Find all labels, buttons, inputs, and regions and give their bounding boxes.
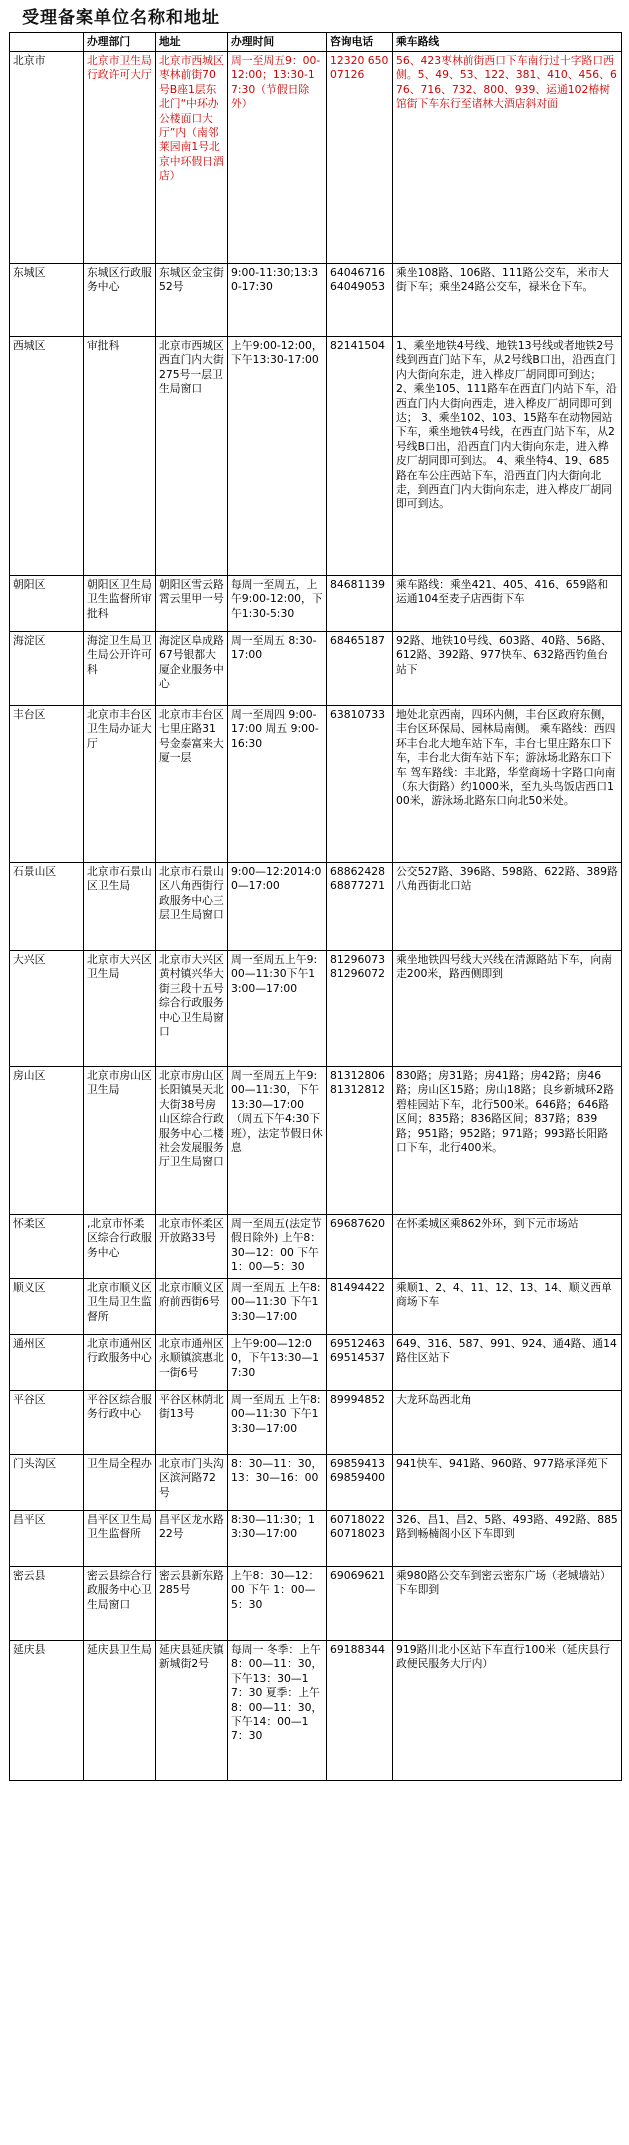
phone-cell: 63810733 [327,706,393,863]
phone-cell: 89994852 [327,1391,393,1455]
phone-cell: 81312806 81312812 [327,1067,393,1215]
region-cell: 延庆县 [10,1641,84,1781]
route-cell: 在怀柔城区乘862外环，到下元市场站 [393,1215,622,1279]
hours-cell: 周一至周五 8:30-17:00 [228,632,327,706]
table-row [10,1641,622,1781]
phone-cell: 68465187 [327,632,393,706]
route-cell: 1、乘坐地铁4号线、地铁13号线或者地铁2号线到西直门站下车，从2号线B口出，沿西直门内大街向东走，进入桦皮厂胡同即可到达； 2、乘坐105、111路车在西直门内站下车，沿西直门内大街向西走，进入桦皮厂胡同即可到达； 3、乘坐102、103、15路车在动物园站下车，乘坐地铁4号线，在西直门站下车，从2号线B口出，沿西直门内大街向东走，进入桦皮厂胡同即可到达。 4、乘坐特4、19、685路在车公庄西站下车，沿西直门内大街向北走，到西直门内大街向东走，进入桦皮厂胡同即可到达。 [393,337,622,576]
region-cell: 朝阳区 [10,576,84,632]
region-cell: 东城区 [10,264,84,337]
address-cell: 北京市丰台区七里庄路31号金泰富来大厦一层 [156,706,228,863]
address-cell: 北京市西城区枣林前街70号B座1层东北门“中环办公楼面口大厅”内（南邻莱园南1号北京中环假日酒店） [156,52,228,264]
address-cell: 海淀区阜成路67号银都大厦企业服务中心 [156,632,228,706]
address-cell: 密云县新东路285号 [156,1567,228,1641]
route-cell: 乘980路公交车到密云密东广场（老城墙站）下车即到 [393,1567,622,1641]
hours-cell: 8:30—11:30；13:30—17:00 [228,1511,327,1567]
hours-cell: 周一至周五(法定节假日除外) 上午8：30—12：00 下午1：00—5：30 [228,1215,327,1279]
table-row [10,632,622,706]
address-cell: 北京市怀柔区开放路33号 [156,1215,228,1279]
dept-cell: 北京市大兴区卫生局 [84,951,156,1067]
route-cell: 乘坐108路、106路、111路公交车，米市大街下车；乘坐24路公交车，禄米仓下车。 [393,264,622,337]
address-cell: 北京市房山区长阳镇昊天北大街38号房山区综合行政服务中心二楼社会发展服务厅卫生局窗口 [156,1067,228,1215]
hours-cell: 每周一至周五，上午9:00-12:00，下午1:30-5:30 [228,576,327,632]
dept-cell: 北京市通州区行政服务中心 [84,1335,156,1391]
phone-cell: 84681139 [327,576,393,632]
dept-cell: 北京市卫生局行政许可大厅 [84,52,156,264]
address-cell: 平谷区林荫北街13号 [156,1391,228,1455]
table-body [10,52,622,1781]
dept-cell: 北京市石景山区卫生局 [84,863,156,951]
table-row [10,706,622,863]
region-cell: 大兴区 [10,951,84,1067]
region-cell: 石景山区 [10,863,84,951]
table-row [10,52,622,264]
region-cell: 丰台区 [10,706,84,863]
table-row [10,337,622,576]
header-phone: 咨询电话 [327,33,393,52]
table-row [10,1567,622,1641]
table-row [10,1279,622,1335]
table-row [10,1511,622,1567]
header-hours: 办理时间 [228,33,327,52]
phone-cell: 82141504 [327,337,393,576]
route-cell: 830路；房31路；房41路；房42路；房46路；房山区15路；房山18路；良乡新城环2路碧桂园站下车，北行500米。646路；646路区间；835路；836路区间；837路；839路；951路；952路；971路；993路长阳路口下车，北行400米。 [393,1067,622,1215]
header-dept: 办理部门 [84,33,156,52]
region-cell: 西城区 [10,337,84,576]
route-cell: 919路川北小区站下车直行100米（延庆县行政便民服务大厅内） [393,1641,622,1781]
route-cell: 乘车路线：乘坐421、405、416、659路和运通104至麦子店西街下车 [393,576,622,632]
address-cell: 北京市门头沟区滨河路72号 [156,1455,228,1511]
address-cell: 北京市石景山区八角西街行政服务中心三层卫生局窗口 [156,863,228,951]
hours-cell: 8：30—11：30，13：30—16：00 [228,1455,327,1511]
hours-cell: 9:00-11:30;13:30-17:30 [228,264,327,337]
table-row [10,1067,622,1215]
region-cell: 平谷区 [10,1391,84,1455]
route-cell: 乘坐地铁四号线大兴线在清源路站下车，向南走200米，路西侧即到 [393,951,622,1067]
dept-cell: 海淀卫生局卫生局公开许可科 [84,632,156,706]
address-cell: 昌平区龙水路22号 [156,1511,228,1567]
dept-cell: 密云县综合行政服务中心卫生局窗口 [84,1567,156,1641]
dept-cell: 北京市顺义区卫生局卫生监督所 [84,1279,156,1335]
hours-cell: 9:00—12:2014:00—17:00 [228,863,327,951]
table-row [10,1391,622,1455]
hours-cell: 周一至周五上午9:00—11:30下午13:00—17:00 [228,951,327,1067]
hours-cell: 周一至周四 9:00-17:00 周五 9:00-16:30 [228,706,327,863]
dept-cell: 平谷区综合服务行政中心 [84,1391,156,1455]
phone-cell: 60718022 60718023 [327,1511,393,1567]
phone-cell: 12320 65007126 [327,52,393,264]
region-cell: 北京市 [10,52,84,264]
hours-cell: 上午9:00—12:00，下午13:30—17:30 [228,1335,327,1391]
dept-cell: 卫生局全程办 [84,1455,156,1511]
phone-cell: 69859413 69859400 [327,1455,393,1511]
phone-cell: 81296073 81296072 [327,951,393,1067]
phone-cell: 68862428 68877271 [327,863,393,951]
phone-cell: 81494422 [327,1279,393,1335]
address-cell: 东城区金宝街52号 [156,264,228,337]
region-cell: 门头沟区 [10,1455,84,1511]
hours-cell: 周一至周五上午9:00—11:30，下午13:30—17:00（周五下午4:30下班），法定节假日休息 [228,1067,327,1215]
route-cell: 326、昌1、昌2、5路、493路、492路、885路到畅楠阁小区下车即到 [393,1511,622,1567]
address-cell: 北京市通州区永顺镇滨惠北一街6号 [156,1335,228,1391]
dept-cell: 北京市房山区卫生局 [84,1067,156,1215]
route-cell: 乘顺1、2、4、11、12、13、14、顺义西单商场下车 [393,1279,622,1335]
phone-cell: 64046716 64049053 [327,264,393,337]
office-table [9,32,622,1781]
route-cell: 大龙环岛西北角 [393,1391,622,1455]
table-row [10,863,622,951]
address-cell: 朝阳区雪云路霄云里甲一号 [156,576,228,632]
route-cell: 941快车、941路、960路、977路承泽苑下 [393,1455,622,1511]
address-cell: 北京市大兴区黄村镇兴华大街三段十五号综合行政服务中心卫生局窗口 [156,951,228,1067]
table-row [10,1455,622,1511]
region-cell: 通州区 [10,1335,84,1391]
dept-cell: 朝阳区卫生局卫生监督所审批科 [84,576,156,632]
hours-cell: 每周一 冬季：上午8：00—11：30，下午13：30—17：30 夏季：上午8：00—11：30，下午14：00—17：30 [228,1641,327,1781]
phone-cell: 69069621 [327,1567,393,1641]
region-cell: 房山区 [10,1067,84,1215]
hours-cell: 周一至周五9：00-12:00；13:30-17:30（节假日除外） [228,52,327,264]
region-cell: 海淀区 [10,632,84,706]
page-title: 受理备案单位名称和地址 [22,8,220,28]
address-cell: 延庆县延庆镇新城街2号 [156,1641,228,1781]
region-cell: 密云县 [10,1567,84,1641]
route-cell: 649、316、587、991、924、通4路、通14路住区站下 [393,1335,622,1391]
table-row [10,1215,622,1279]
region-cell: 顺义区 [10,1279,84,1335]
address-cell: 北京市西城区西直门内大街275号一层卫生局窗口 [156,337,228,576]
route-cell: 公交527路、396路、598路、622路、389路八角西街北口站 [393,863,622,951]
hours-cell: 周一至周五 上午8:00—11:30 下午13:30—17:00 [228,1279,327,1335]
dept-cell: 审批科 [84,337,156,576]
region-cell: 怀柔区 [10,1215,84,1279]
table-row [10,576,622,632]
header-route: 乘车路线 [393,33,622,52]
hours-cell: 周一至周五 上午8:00—11:30 下午13:30—17:00 [228,1391,327,1455]
dept-cell: ,北京市怀柔区综合行政服务中心 [84,1215,156,1279]
table-row [10,951,622,1067]
header-address: 地址 [156,33,228,52]
dept-cell: 延庆县卫生局 [84,1641,156,1781]
route-cell: 地处北京西南，四环内侧，丰台区政府东侧，丰台区环保局、园林局南侧。 乘车路线：西四环丰台北大地车站下车，丰台七里庄路东口下车，丰台北大街车站下车；游泳场北路东口下车 驾车路线：丰北路，华堂商场十字路口向南（东大街路）约1000米，至九头鸟饭店西口100米，游泳场北路东口向北50米处。 [393,706,622,863]
dept-cell: 东城区行政服务中心 [84,264,156,337]
hours-cell: 上午9:00-12:00，下午13:30-17:00 [228,337,327,576]
dept-cell: 北京市丰台区卫生局办证大厅 [84,706,156,863]
phone-cell: 69188344 [327,1641,393,1781]
address-cell: 北京市顺义区府前西街6号 [156,1279,228,1335]
table-row [10,264,622,337]
table-row [10,1335,622,1391]
region-cell: 昌平区 [10,1511,84,1567]
dept-cell: 昌平区卫生局卫生监督所 [84,1511,156,1567]
hours-cell: 上午8：30—12：00 下午 1：00—5：30 [228,1567,327,1641]
phone-cell: 69512463 69514537 [327,1335,393,1391]
table-header [10,33,622,52]
header-region [10,33,84,52]
phone-cell: 69687620 [327,1215,393,1279]
route-cell: 92路、地铁10号线、603路、40路、56路、612路、392路、977快车、632路西钓鱼台站下 [393,632,622,706]
route-cell: 56、423枣林前街西口下车南行过十字路口西侧。5、49、53、122、381、410、456、676、716、732、800、939、运通102椿树馆街下车东行至诸林大酒店斜对面 [393,52,622,264]
